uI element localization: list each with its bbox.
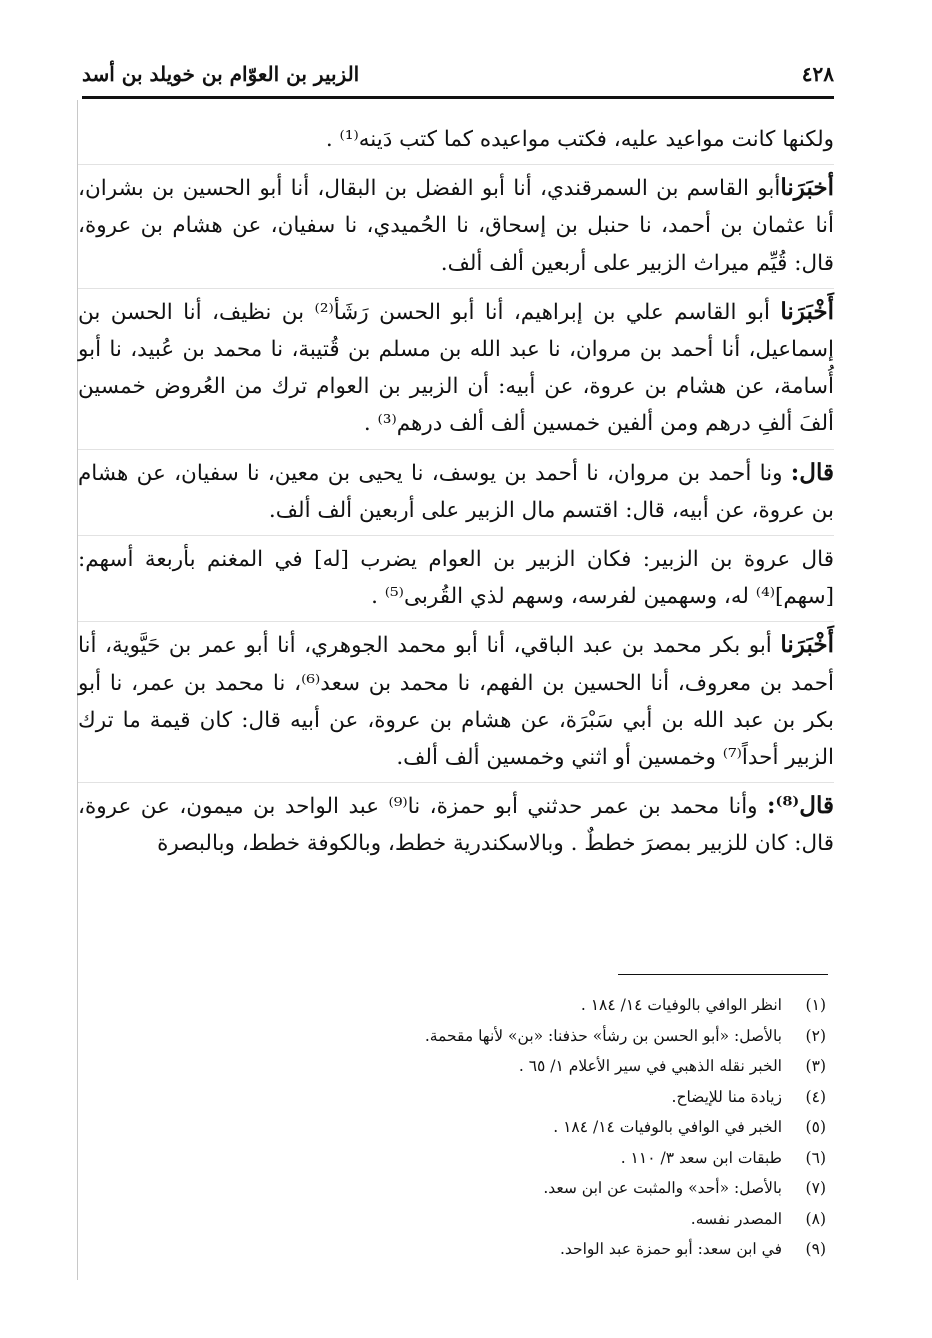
footnote-number: (٤) <box>805 1087 826 1106</box>
footnote-number: (٧) <box>805 1179 826 1197</box>
footnote <box>100 1204 826 1235</box>
footnote-number: (٢) <box>805 1026 826 1045</box>
paragraph-lead: أخبَرَنا <box>780 174 834 202</box>
header-rule <box>82 96 834 99</box>
footnote-text: الخبر في الوافي بالوفيات ١٤/ ١٨٤ . <box>553 1118 782 1136</box>
page-header <box>82 58 834 90</box>
footnote <box>100 1234 826 1265</box>
paragraph-lead: قال⁽⁸⁾: <box>767 792 834 820</box>
footnote <box>100 1021 826 1052</box>
paragraph: أَخْبَرَنا أبو القاسم علي بن إبراهيم، أنا أبو الحسن رَشَأ⁽²⁾ بن نظيف، أنا الحسن بن إسماعيل، أنا أحمد بن مروان، نا عبد الله بن مسلم بن قُتيبة، نا محمد بن عُبيد، نا أبو أُسامة، عن هشام بن عروة، عن أبيه: أن الزبير بن العوام ترك من العُروض خمسين ألفَ ألفِ درهم ومن ألفين خمسين ألف ألف درهم⁽³⁾ . <box>78 288 834 443</box>
paragraph: قال عروة بن الزبير: فكان الزبير بن العوام يضرب [له] في المغنم بأربعة أسهم: [سهم]⁽⁴⁾ له، وسهمين لفرسه، وسهم لذي القُربى⁽⁵⁾ . <box>78 535 834 615</box>
paragraph-lead: أَخْبَرَنا <box>780 631 834 659</box>
footnote <box>100 1143 826 1174</box>
paragraph: قال⁽⁸⁾: وأنا محمد بن عمر حدثني أبو حمزة، نا⁽⁹⁾ عبد الواحد بن ميمون، عن عروة، قال: كان للزبير بمصرَ خططٌ . وبالاسكندرية خطط، وبالكوفة خطط، وبالبصرة <box>78 782 834 862</box>
footnote-number: (٣) <box>805 1057 826 1075</box>
paragraph-lead: قال: <box>790 458 834 486</box>
page-number: ٤٢٨ <box>801 62 834 86</box>
paragraph: أخبَرَناأبو القاسم بن السمرقندي، أنا أبو الفضل بن البقال، أنا أبو الحسين بن بشران، أنا عثمان بن أحمد، نا حنبل بن إسحاق، نا الحُميدي، نا سفيان، عن هشام بن عروة، قال: قُيِّم ميراث الزبير على أربعين ألف ألف. <box>78 164 834 282</box>
footnote <box>100 1051 826 1082</box>
footnote <box>100 1082 826 1113</box>
footnote-separator <box>618 974 828 975</box>
paragraph: ولكنها كانت مواعيد عليه، فكتب مواعيده كما كتب دَينه⁽¹⁾ . <box>325 127 834 152</box>
paragraph: أَخْبَرَنا أبو بكر محمد بن عبد الباقي، أنا أبو محمد الجوهري، أنا أبو عمر بن حَيَّوية، أنا أحمد بن معروف، أنا الحسين بن الفهم، نا محمد بن سعد⁽⁶⁾، نا محمد بن عمر، نا أبو بكر بن عبد الله بن أبي سَبْرَة، عن هشام بن عروة، عن أبيه قال: كان قيمة ما ترك الزبير أحداً⁽⁷⁾ وخمسين أو اثني وخمسين ألف ألف. <box>78 621 834 776</box>
footnote-text: زيادة منا للإيضاح. <box>671 1087 782 1106</box>
footnote-number: (٩) <box>805 1240 826 1258</box>
footnote <box>100 990 826 1021</box>
running-title: الزبير بن العوّام بن خويلد بن أسد <box>82 62 360 86</box>
footnote-text: بالأصل: «أبو الحسن بن رشأ» حذفنا: «بن» لأنها مقحمة. <box>424 1026 782 1045</box>
footnote-text: انظر الوافي بالوفيات ١٤/ ١٨٤ . <box>580 996 782 1014</box>
footnote <box>100 1112 826 1143</box>
footnote-number: (٨) <box>805 1209 826 1228</box>
footnote-text: في ابن سعد: أبو حمزة عبد الواحد. <box>559 1240 782 1258</box>
footnote-text: الخبر نقله الذهبي في سير الأعلام ١/ ٦٥ . <box>518 1057 782 1075</box>
footnote <box>100 1173 826 1204</box>
footnote-number: (٥) <box>805 1118 826 1136</box>
footnotes <box>100 990 826 1265</box>
footnote-text: طبقات ابن سعد ٣/ ١١٠ . <box>620 1148 782 1167</box>
paragraph: قال: ونا أحمد بن مروان، نا أحمد بن يوسف، نا يحيى بن معين، نا سفيان، عن هشام بن عروة، عن أبيه، قال: اقتسم مال الزبير على أربعين ألف ألف. <box>78 449 834 529</box>
footnote-number: (٦) <box>805 1148 826 1167</box>
footnote-text: المصدر نفسه. <box>690 1209 782 1228</box>
paragraph-lead: أَخْبَرَنا <box>780 297 834 325</box>
footnote-number: (١) <box>805 996 826 1014</box>
footnote-text: بالأصل: «أحد» والمثبت عن ابن سعد. <box>543 1179 782 1197</box>
main-text <box>78 120 834 869</box>
